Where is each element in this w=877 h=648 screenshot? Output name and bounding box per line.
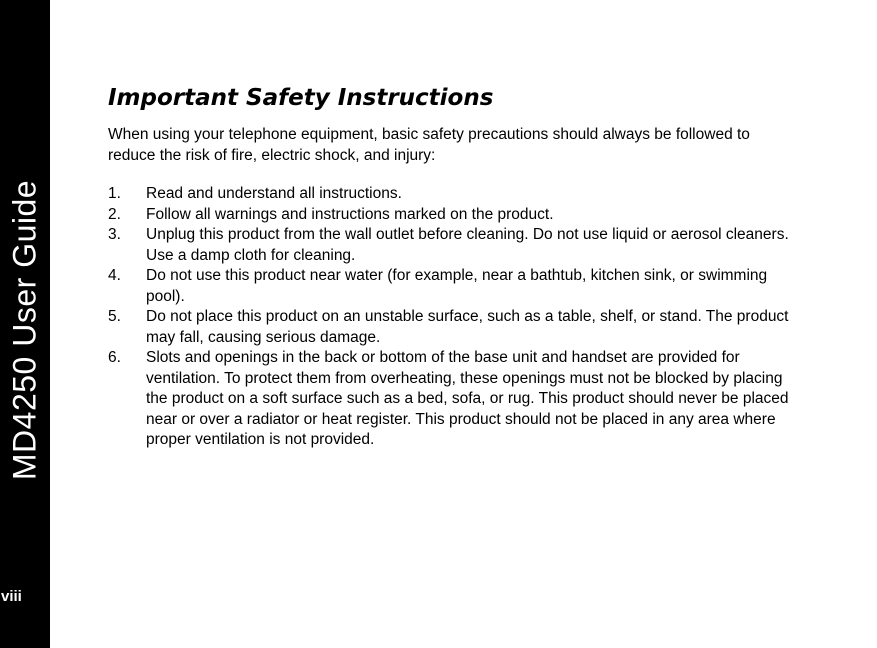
instruction-item: [108, 205, 798, 226]
instruction-text: Do not use this product near water (for example, near a bathtub, kitchen sink, or swimming pool).: [146, 267, 768, 305]
instruction-text: Do not place this product on an unstable surface, such as a table, shelf, or stand. The product may fall, causing serious damage.: [146, 308, 789, 346]
instruction-number: 3.: [108, 226, 121, 243]
page-number: viii: [1, 588, 22, 605]
instruction-item: [108, 225, 798, 266]
side-bar: [0, 0, 50, 648]
section-heading: Important Safety Instructions: [108, 85, 494, 111]
main-content: [108, 82, 798, 451]
instruction-text: Unplug this product from the wall outlet before cleaning. Do not use liquid or aerosol cleaners. Use a damp cloth for cleaning.: [146, 226, 789, 264]
instruction-item: [108, 348, 798, 451]
instruction-text: Slots and openings in the back or bottom of the base unit and handset are provided for ventilation. To protect them from overheating, these openings must not be blocked by placing the product on a soft surface such as a bed, sofa, or rug. This product should never be placed near or over a radiator or heat register. This product should not be placed in any area where proper ventilation is not provided.: [146, 349, 789, 448]
instruction-number: 5.: [108, 308, 121, 325]
instruction-item: [108, 184, 798, 205]
intro-paragraph: When using your telephone equipment, basic safety precautions should always be followed to reduce the risk of fire, electric shock, and injury:: [108, 126, 750, 164]
instruction-item: [108, 266, 798, 307]
instruction-number: 1.: [108, 185, 121, 202]
instruction-number: 2.: [108, 205, 121, 223]
instruction-item: [108, 307, 798, 348]
instruction-number: 6.: [108, 349, 121, 366]
instruction-number: 4.: [108, 267, 121, 284]
guide-title: MD4250 User Guide: [6, 179, 43, 481]
instruction-list: [108, 184, 798, 451]
instruction-text: Follow all warnings and instructions marked on the product.: [146, 205, 554, 223]
instruction-text: Read and understand all instructions.: [146, 185, 402, 202]
